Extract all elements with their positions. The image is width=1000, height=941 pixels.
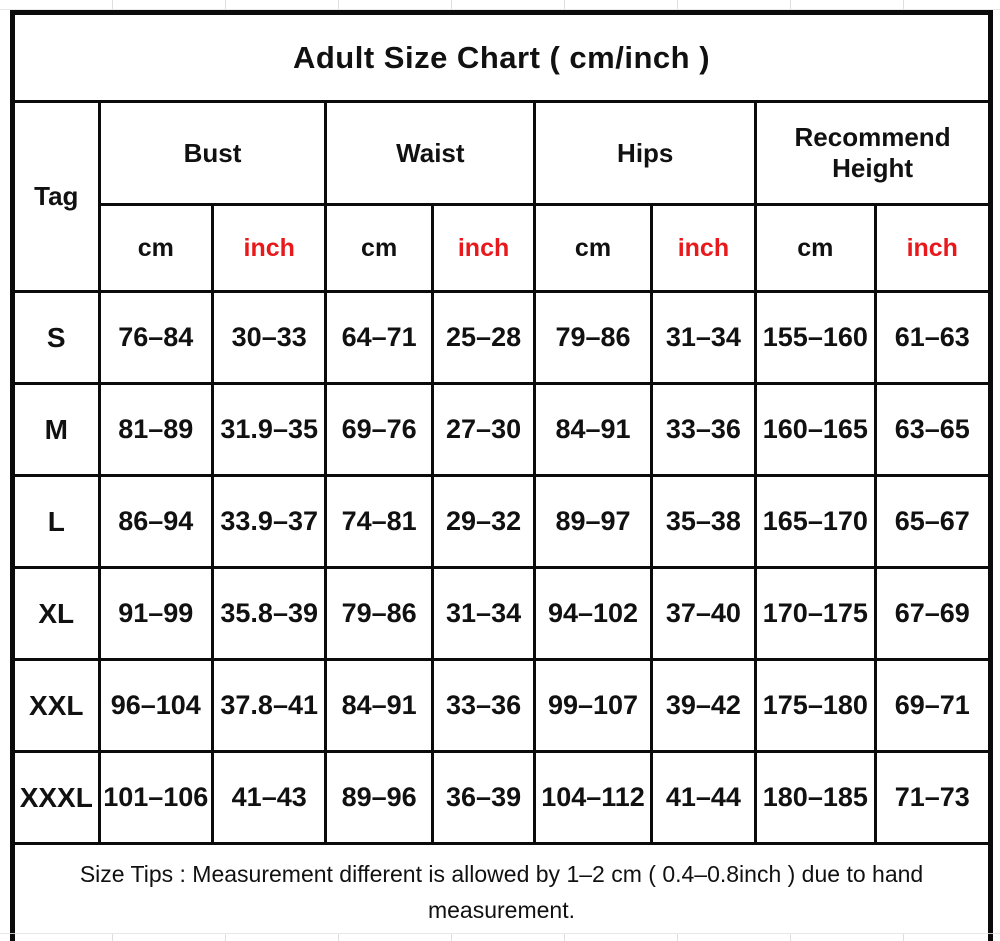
table-row-l	[13, 476, 991, 568]
unit-header-waist-cm: cm	[326, 205, 432, 292]
column-header-recommend-height: Recommend Height	[756, 102, 991, 205]
title-row	[13, 13, 991, 102]
bust-inch-value: 30–33	[212, 292, 325, 384]
column-header-bust: Bust	[99, 102, 326, 205]
height-inch-value: 69–71	[875, 660, 990, 752]
group-header-row	[13, 102, 991, 205]
bust-cm-value: 81–89	[99, 384, 212, 476]
waist-inch-value: 25–28	[432, 292, 534, 384]
bust-cm-value: 76–84	[99, 292, 212, 384]
waist-inch-value: 27–30	[432, 384, 534, 476]
waist-cm-value: 79–86	[326, 568, 432, 660]
unit-header-height-inch: inch	[875, 205, 990, 292]
hips-cm-value: 89–97	[535, 476, 651, 568]
bust-inch-value: 31.9–35	[212, 384, 325, 476]
hips-inch-value: 31–34	[651, 292, 755, 384]
column-header-hips: Hips	[535, 102, 756, 205]
height-inch-value: 71–73	[875, 752, 990, 844]
table-row-xl	[13, 568, 991, 660]
hips-cm-value: 99–107	[535, 660, 651, 752]
bust-inch-value: 33.9–37	[212, 476, 325, 568]
hips-cm-value: 94–102	[535, 568, 651, 660]
height-cm-value: 160–165	[756, 384, 875, 476]
waist-cm-value: 64–71	[326, 292, 432, 384]
bust-inch-value: 35.8–39	[212, 568, 325, 660]
waist-inch-value: 33–36	[432, 660, 534, 752]
column-header-waist: Waist	[326, 102, 535, 205]
height-inch-value: 63–65	[875, 384, 990, 476]
hips-inch-value: 37–40	[651, 568, 755, 660]
size-tips-text: Size Tips : Measurement different is allowed by 1–2 cm ( 0.4–0.8inch ) due to hand measurement.	[79, 861, 924, 923]
waist-cm-value: 89–96	[326, 752, 432, 844]
waist-cm-value: 84–91	[326, 660, 432, 752]
size-tag: XL	[13, 568, 100, 660]
height-cm-value: 180–185	[756, 752, 875, 844]
size-tag: L	[13, 476, 100, 568]
spreadsheet-gridlines-bottom	[0, 933, 1000, 941]
unit-header-height-cm: cm	[756, 205, 875, 292]
size-tag: XXXL	[13, 752, 100, 844]
height-cm-value: 170–175	[756, 568, 875, 660]
unit-header-row	[13, 205, 991, 292]
bust-inch-value: 37.8–41	[212, 660, 325, 752]
size-tag: XXL	[13, 660, 100, 752]
waist-inch-value: 31–34	[432, 568, 534, 660]
unit-header-bust-cm: cm	[99, 205, 212, 292]
bust-cm-value: 91–99	[99, 568, 212, 660]
height-inch-value: 67–69	[875, 568, 990, 660]
spreadsheet-gridlines-top	[0, 0, 1000, 10]
waist-cm-value: 74–81	[326, 476, 432, 568]
height-cm-value: 175–180	[756, 660, 875, 752]
unit-header-waist-inch: inch	[432, 205, 534, 292]
bust-cm-value: 86–94	[99, 476, 212, 568]
hips-cm-value: 84–91	[535, 384, 651, 476]
size-tips-note	[13, 844, 991, 941]
height-inch-value: 61–63	[875, 292, 990, 384]
size-tips-row	[13, 844, 991, 941]
unit-header-bust-inch: inch	[212, 205, 325, 292]
table-row-xxl	[13, 660, 991, 752]
size-tag: M	[13, 384, 100, 476]
height-cm-value: 165–170	[756, 476, 875, 568]
waist-inch-value: 36–39	[432, 752, 534, 844]
height-inch-value: 65–67	[875, 476, 990, 568]
bust-inch-value: 41–43	[212, 752, 325, 844]
hips-inch-value: 41–44	[651, 752, 755, 844]
table-row-s	[13, 292, 991, 384]
bust-cm-value: 96–104	[99, 660, 212, 752]
hips-inch-value: 35–38	[651, 476, 755, 568]
column-header-tag: Tag	[13, 102, 100, 292]
waist-inch-value: 29–32	[432, 476, 534, 568]
hips-inch-value: 39–42	[651, 660, 755, 752]
hips-cm-value: 79–86	[535, 292, 651, 384]
height-cm-value: 155–160	[756, 292, 875, 384]
unit-header-hips-inch: inch	[651, 205, 755, 292]
hips-inch-value: 33–36	[651, 384, 755, 476]
page-title: Adult Size Chart ( cm/inch )	[13, 13, 991, 102]
waist-cm-value: 69–76	[326, 384, 432, 476]
table-row-xxxl	[13, 752, 991, 844]
size-chart-table	[10, 10, 993, 941]
hips-cm-value: 104–112	[535, 752, 651, 844]
table-row-m	[13, 384, 991, 476]
size-tag: S	[13, 292, 100, 384]
bust-cm-value: 101–106	[99, 752, 212, 844]
unit-header-hips-cm: cm	[535, 205, 651, 292]
